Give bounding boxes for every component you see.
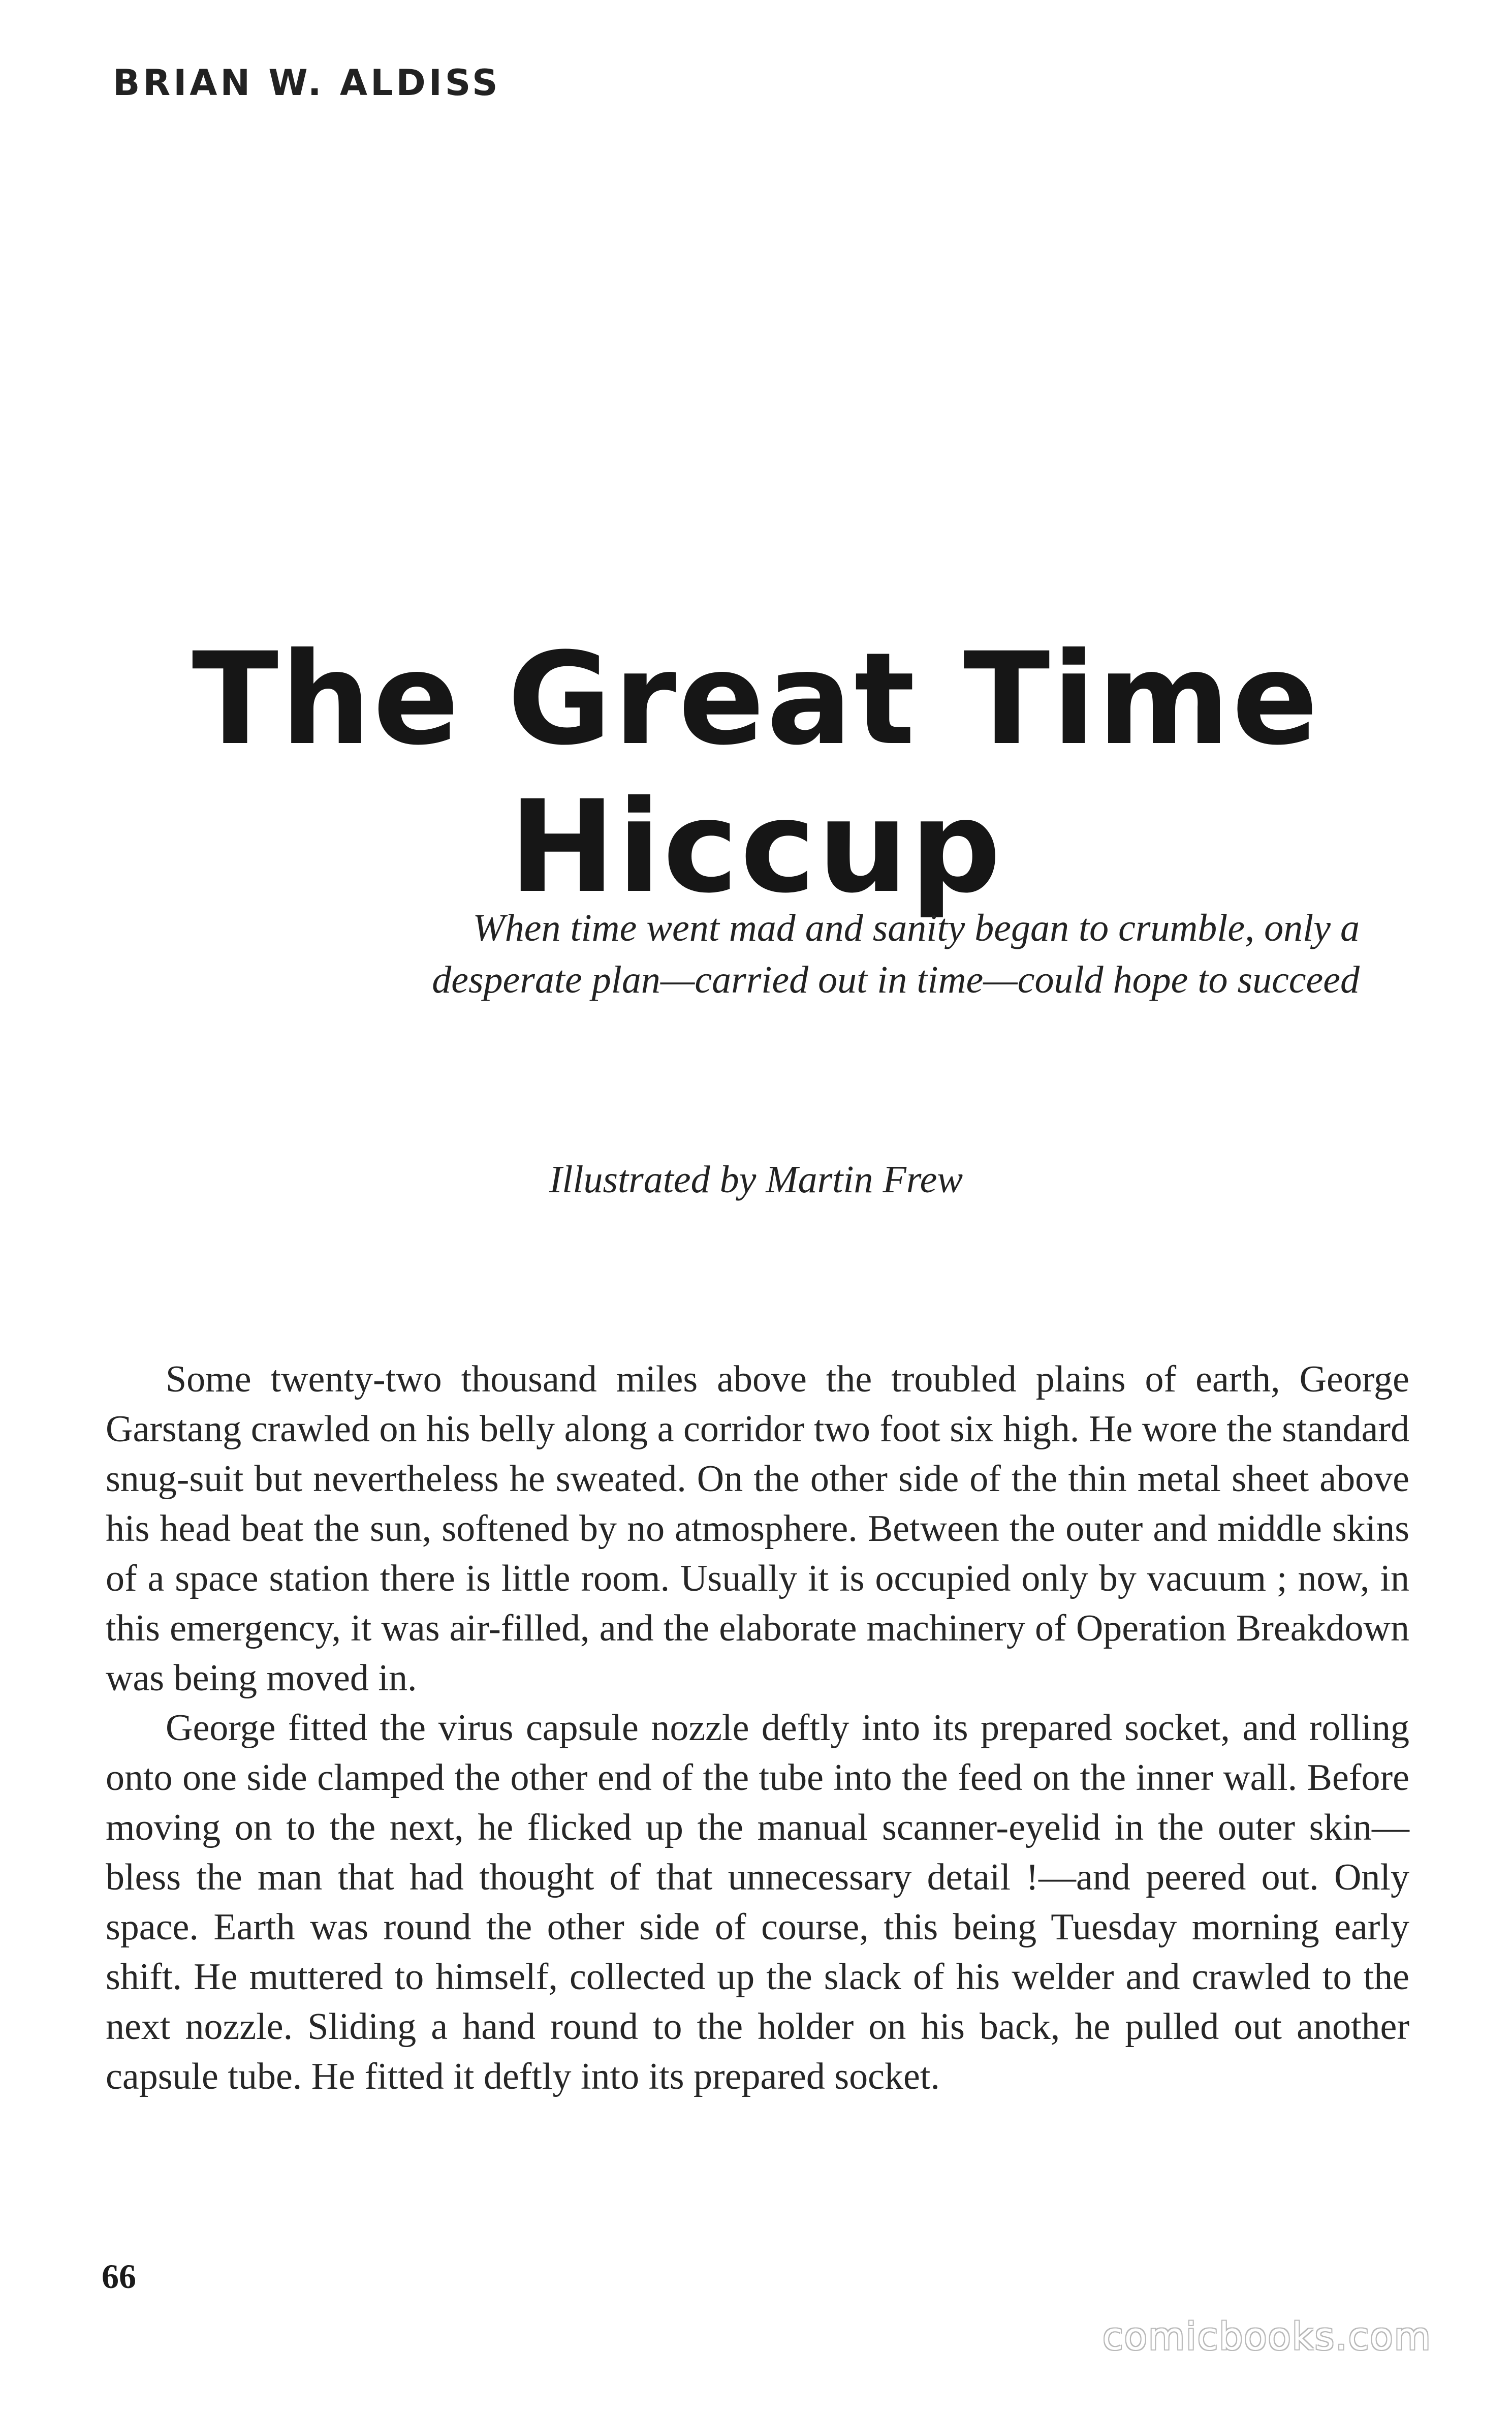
body-paragraph: George fitted the virus capsule nozzle deftly into its prepared socket, and rolling onto one side clamped the other end of the tube into the feed on the inner wall. Before moving on to the next, he flicked up the manual scanner-eyelid in the outer skin—bless the man that had thought of that unnecessary detail !—and peered out. Only space. Earth was round the other side of course, this being Tuesday morning early shift. He muttered to himself, collected up the slack of his welder and crawled to the next nozzle. Sliding a hand round to the holder on his back, he pulled out another capsule tube. He fitted it deftly into its prepared socket. <box>106 1707 1409 2097</box>
body-paragraph: Some twenty-two thousand miles above the troubled plains of earth, George Garstang crawled on his belly along a corridor two foot six high. He wore the standard snug-suit but nevertheless he sweated. On the other side of the thin metal sheet above his head beat the sun, softened by no atmosphere. Between the outer and middle skins of a space station there is little room. Usually it is occupied only by vacuum ; now, in this emergency, it was air-filled, and the elaborate machinery of Operation Breakdown was being moved in. <box>106 1358 1409 1699</box>
blurb-line: desperate plan—carried out in time—could hope to succeed <box>432 958 1360 1001</box>
story-body <box>106 1354 1409 2101</box>
author-byline: BRIAN W. ALDISS <box>113 62 501 104</box>
page-number: 66 <box>102 2257 136 2296</box>
blurb-line: When time went mad and sanity began to crumble, only a <box>472 907 1360 949</box>
story-blurb <box>152 902 1360 1006</box>
story-title: The Great Time Hiccup <box>192 625 1320 921</box>
illustrator-credit: Illustrated by Martin Frew <box>549 1158 963 1201</box>
site-watermark: comicbooks.com <box>1102 2315 1432 2359</box>
